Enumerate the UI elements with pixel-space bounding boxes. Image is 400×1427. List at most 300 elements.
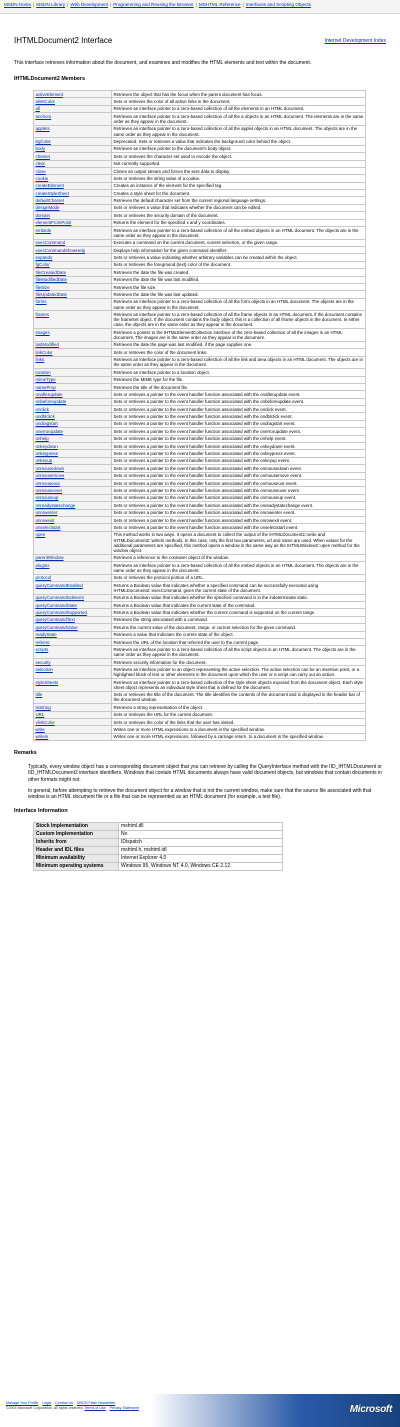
info-table [33, 822, 283, 871]
member-link[interactable]: expando [35, 255, 53, 261]
member-name-cell [34, 602, 112, 609]
table-row [34, 369, 366, 376]
member-link[interactable]: writeln [35, 734, 49, 740]
breadcrumb-link[interactable]: Programming and Reusing the Browser [113, 2, 194, 7]
table-row [34, 509, 366, 516]
member-description: Retrieves the file size. [112, 283, 366, 290]
member-description: Retrieves the URL of the location that referred the user to the current page. [112, 639, 366, 646]
info-key: Minimum availability [34, 855, 119, 863]
remarks-paragraph: In general, before attempting to retrieve the document object for a window that is not the current window, make sure that the source file associated with that window is an HTML document file or a file that can be represented as an HTML document (for example, a text file). [28, 787, 372, 800]
member-name-cell [34, 691, 112, 704]
member-link[interactable]: linkColor [35, 349, 53, 355]
member-link[interactable]: fgColor [35, 262, 50, 268]
table-row [34, 863, 283, 871]
table-row [34, 160, 366, 167]
member-link[interactable]: onrowexit [35, 517, 55, 523]
footer-link[interactable]: Contact Us [55, 1401, 73, 1405]
member-name-cell [34, 465, 112, 472]
table-row [34, 341, 366, 348]
info-value: Windows 95, Windows NT 4.0, Windows CE 2.12 [119, 863, 283, 871]
member-description: Retrieves an interface pointer to a zero-based collection of the style sheet objects exposed from the document object. Each style sheet object represents an individual style sheet that is defined for the document. [112, 679, 366, 692]
footer-link[interactable]: Manage Your Profile [6, 1401, 39, 1405]
info-value: Internet Explorer 4.0 [119, 855, 283, 863]
table-row [34, 616, 366, 623]
info-key: Inherits from [34, 839, 119, 847]
member-description: Sets or retrieves a pointer to the event handler function associated with the onkeydown event. [112, 443, 366, 450]
member-link[interactable]: onselectstart [35, 524, 61, 530]
member-description: Retrieves the date the file was created. [112, 269, 366, 276]
member-name-cell [34, 227, 112, 240]
member-name-cell [34, 391, 112, 398]
member-description: Sets or retrieves a pointer to the event handler function associated with the onmouseover event. [112, 487, 366, 494]
table-row [34, 516, 366, 523]
info-value: No [119, 831, 283, 839]
table-row [34, 554, 366, 561]
member-link[interactable]: queryCommandSupported [35, 610, 87, 616]
table-row [34, 531, 366, 554]
table-row [34, 465, 366, 472]
member-link[interactable]: scripts [35, 647, 49, 653]
member-description: Executes a command on the current document, current selection, or the given range. [112, 239, 366, 246]
remarks-heading: Remarks [14, 750, 37, 757]
footer-link[interactable]: Privacy Statement [109, 1406, 139, 1410]
footer-link[interactable]: MSDN Flash Newsletter [76, 1401, 116, 1405]
table-row [34, 105, 366, 112]
microsoft-logo: Microsoft [349, 1404, 392, 1415]
member-link[interactable]: links [35, 357, 45, 363]
member-name-cell [34, 594, 112, 601]
member-description: Sets or retrieves the protocol portion of a URL. [112, 574, 366, 581]
member-link[interactable]: ondblclick [35, 414, 55, 420]
member-link[interactable]: write [35, 726, 45, 732]
member-link[interactable]: defaultCharset [35, 198, 65, 204]
member-link[interactable]: images [35, 329, 50, 335]
page-header [0, 14, 400, 60]
member-name-cell [34, 125, 112, 138]
table-row [34, 182, 366, 189]
table-row [34, 839, 283, 847]
member-name-cell [34, 516, 112, 523]
member-link[interactable]: applets [35, 126, 50, 132]
table-row [34, 704, 366, 711]
table-row [34, 582, 366, 595]
table-row [34, 356, 366, 369]
table-row [34, 125, 366, 138]
member-name-cell [34, 204, 112, 211]
member-link[interactable]: onrowenter [35, 510, 58, 516]
member-name-cell [34, 420, 112, 427]
table-row [34, 823, 283, 831]
table-row [34, 494, 366, 501]
member-description: Retrieves the default character set from the current regional language settings. [112, 197, 366, 204]
member-name-cell [34, 105, 112, 112]
member-name-cell [34, 531, 112, 554]
member-link[interactable]: selection [35, 667, 53, 672]
member-link[interactable]: onmouseover [35, 487, 63, 493]
member-link[interactable]: vlinkColor [35, 719, 55, 725]
member-name-cell [34, 494, 112, 501]
member-description: Sets or retrieves the foreground (text) color of the document. [112, 261, 366, 268]
member-link[interactable]: body [35, 146, 46, 152]
table-row [34, 269, 366, 276]
member-description: Sets or retrieves a pointer to the event handler function associated with the onbeforeupdate event. [112, 398, 366, 405]
info-value: IDispatch [119, 839, 283, 847]
member-link[interactable]: URL [35, 712, 45, 718]
member-link[interactable]: createStyleSheet [35, 190, 69, 196]
member-name-cell [34, 219, 112, 226]
member-name-cell [34, 679, 112, 692]
table-row [34, 624, 366, 631]
member-name-cell [34, 413, 112, 420]
member-name-cell [34, 247, 112, 254]
member-name-cell [34, 509, 112, 516]
breadcrumb-link[interactable]: MSDN Library [36, 2, 66, 7]
member-description: Sets or retrieves a pointer to the event handler function associated with the onselectstart event. [112, 524, 366, 531]
member-name-cell [34, 609, 112, 616]
table-row [34, 98, 366, 105]
breadcrumb-link[interactable]: Web Development [70, 2, 109, 7]
member-description: Sets or retrieves a value that indicates whether the document can be edited. [112, 204, 366, 211]
table-row [34, 718, 366, 725]
member-link[interactable]: onbeforeupdate [35, 399, 67, 405]
member-description: Retrieves the title of the document file. [112, 383, 366, 390]
footer-links [0, 1394, 400, 1411]
member-description: Retrieves security information for the document. [112, 659, 366, 666]
member-name-cell [34, 190, 112, 197]
member-link[interactable]: parentWindow [35, 555, 64, 561]
member-link[interactable]: ondragstart [35, 421, 58, 427]
member-description: Sets or retrieves a pointer to the event handler function associated with the onmousedown event. [112, 465, 366, 472]
breadcrumb-separator: | [242, 2, 244, 7]
table-row [34, 219, 366, 226]
members-heading: IHTMLDocument2 Members [14, 76, 85, 82]
member-name-cell [34, 704, 112, 711]
table-row [34, 153, 366, 160]
info-value: mshtml.h, mshtml.idl [119, 847, 283, 855]
table-row [34, 349, 366, 356]
table-row [34, 659, 366, 666]
member-link[interactable]: alinkColor [35, 98, 56, 104]
member-link[interactable]: activeElement [35, 91, 64, 97]
member-description: Sets or retrieves a pointer to the event handler function associated with the onkeypress event. [112, 450, 366, 457]
member-description: Retrieves a string representation of the object. [112, 704, 366, 711]
member-name-cell [34, 383, 112, 390]
member-link[interactable]: all [35, 106, 40, 112]
member-description: Returns a Boolean value that indicates the current state of the command. [112, 602, 366, 609]
member-description: Sets or retrieves a pointer to the event handler function associated with the onafterupdate event. [112, 391, 366, 398]
table-row [34, 594, 366, 601]
member-link[interactable]: fileModifiedDate [35, 277, 67, 283]
table-row [34, 502, 366, 509]
member-description: Closes an output stream and forces the sent data to display. [112, 167, 366, 174]
member-description: Retrieves an interface pointer to a zero-based collection of all the elements in an HTML document. [112, 105, 366, 112]
member-link[interactable]: onmousedown [35, 465, 65, 471]
table-row [34, 435, 366, 442]
member-name-cell [34, 138, 112, 145]
member-link[interactable]: execCommandShowHelp [35, 247, 86, 253]
member-link[interactable]: bgColor [35, 138, 51, 144]
member-name-cell [34, 269, 112, 276]
table-row [34, 261, 366, 268]
member-name-cell [34, 562, 112, 575]
member-link[interactable]: queryCommandState [35, 602, 77, 608]
members-table [33, 90, 366, 741]
member-link[interactable]: clear [35, 161, 46, 167]
remarks-text [28, 764, 386, 800]
member-link[interactable]: elementFromPoint [35, 220, 72, 226]
table-row [34, 376, 366, 383]
member-link[interactable]: domain [35, 212, 50, 218]
member-name-cell [34, 450, 112, 457]
member-description: Retrieves an interface pointer to the document's body object. [112, 145, 366, 152]
table-row [34, 631, 366, 638]
member-link[interactable]: onmouseup [35, 495, 59, 501]
table-row [34, 283, 366, 290]
member-description: Sets or retrieves a pointer to the event handler function associated with the onclick event. [112, 406, 366, 413]
member-link[interactable]: onmousemove [35, 473, 65, 479]
table-row [34, 443, 366, 450]
breadcrumb-separator: | [33, 2, 35, 7]
member-description: Retrieves an interface pointer to a zero-based collection of all the link and area objects in an HTML document. The objects are in the same order as they appear in the document. [112, 356, 366, 369]
member-name-cell [34, 659, 112, 666]
member-description: Returns a Boolean value that indicates whether the current command is supported on the current range. [112, 609, 366, 616]
table-row [34, 602, 366, 609]
member-description: Retrieves the date the file was last updated. [112, 291, 366, 298]
breadcrumb-link[interactable]: Interfaces and Scripting Objects [245, 2, 311, 7]
footer-link[interactable]: Terms of Use [84, 1406, 106, 1410]
table-row [34, 679, 366, 692]
member-link[interactable]: createElement [35, 183, 64, 189]
member-name-cell [34, 639, 112, 646]
member-description: Retrieves the MIME type for the file. [112, 376, 366, 383]
footer-link[interactable]: Legal [42, 1401, 52, 1405]
info-heading: Interface Information [14, 808, 68, 815]
member-name-cell [34, 457, 112, 464]
member-link[interactable]: close [35, 168, 46, 174]
table-row [34, 855, 283, 863]
member-link[interactable]: onkeydown [35, 443, 58, 449]
member-link[interactable]: lastModified [35, 342, 59, 348]
member-link[interactable]: referrer [35, 639, 50, 645]
member-name-cell [34, 298, 112, 311]
member-link[interactable]: fileUpdatedDate [35, 291, 67, 297]
member-description: Sets or retrieves a pointer to the event handler function associated with the onmouseout event. [112, 479, 366, 486]
member-name-cell [34, 574, 112, 581]
table-row [34, 711, 366, 718]
member-name-cell [34, 145, 112, 152]
member-description: Returns a Boolean value that indicates whether a specified command can be successfully executed using IHTMLDocument2::execCommand, given the current state of the document. [112, 582, 366, 595]
table-row [34, 91, 366, 98]
table-row [34, 138, 366, 145]
table-row [34, 726, 366, 733]
member-name-cell [34, 239, 112, 246]
table-row [34, 524, 366, 531]
member-description: Retrieves the string associated with a command. [112, 616, 366, 623]
member-link[interactable]: onkeypress [35, 451, 58, 457]
member-description: Writes one or more HTML expressions to a document in the specified window. [112, 726, 366, 733]
breadcrumb-separator: | [110, 2, 112, 7]
member-name-cell [34, 212, 112, 219]
member-name-cell [34, 718, 112, 725]
member-description: Retrieves an interface pointer to a zero-based collection of all the a objects in an HTML document. The elements are in the same order as they appear in the document. [112, 113, 366, 126]
member-description: Writes one or more HTML expressions, followed by a carriage return, to a document in the specified window. [112, 733, 366, 740]
member-link[interactable]: fileCreatedDate [35, 269, 67, 275]
member-name-cell [34, 369, 112, 376]
member-link[interactable]: security [35, 659, 51, 665]
member-link[interactable]: plugins [35, 562, 50, 568]
table-row [34, 239, 366, 246]
member-name-cell [34, 167, 112, 174]
member-link[interactable]: location [35, 369, 51, 375]
table-row [34, 487, 366, 494]
member-description: Retrieves an interface pointer to a zero-based collection of all the embed objects in an HTML document. The objects are in the same order as they appear in the document. [112, 562, 366, 575]
member-description: Sets or retrieves a pointer to the event handler function associated with the onhelp event. [112, 435, 366, 442]
member-name-cell [34, 435, 112, 442]
member-link[interactable]: open [35, 532, 46, 538]
table-row [34, 276, 366, 283]
member-description: Retrieves an interface pointer to a zero-based collection of all the script objects in an HTML document. The objects are in the same order as they appear in the document. [112, 646, 366, 659]
member-link[interactable]: frames [35, 311, 49, 317]
member-link[interactable]: onclick [35, 406, 49, 412]
breadcrumb-separator: | [67, 2, 69, 7]
member-description: Sets or retrieves the title of the document. The title identifies the contents of the document and is displayed in the header bar of the document window. [112, 691, 366, 704]
member-name-cell [34, 182, 112, 189]
member-link[interactable]: onafterupdate [35, 391, 63, 397]
table-row [34, 291, 366, 298]
member-name-cell [34, 329, 112, 342]
member-name-cell [34, 291, 112, 298]
member-name-cell [34, 276, 112, 283]
member-description: Sets or retrieves a pointer to the event handler function associated with the onrowenter event. [112, 509, 366, 516]
member-link[interactable]: queryCommandEnabled [35, 582, 83, 588]
member-description: Sets or retrieves a pointer to the event handler function associated with the ondragstart event. [112, 420, 366, 427]
member-name-cell [34, 98, 112, 105]
index-link[interactable]: Internet Development Index [324, 38, 386, 44]
member-description: Sets or retrieves a value indicating whether arbitrary variables can be created within the object. [112, 254, 366, 261]
member-link[interactable]: fileSize [35, 284, 50, 290]
member-link[interactable]: onmouseout [35, 480, 60, 486]
member-name-cell [34, 428, 112, 435]
member-name-cell [34, 646, 112, 659]
copyright: ©2004 Microsoft Corporation. All rights reserved. [6, 1406, 84, 1410]
member-name-cell [34, 524, 112, 531]
table-row [34, 227, 366, 240]
member-name-cell [34, 398, 112, 405]
table-row [34, 413, 366, 420]
member-description: Returns a Boolean value that indicates whether the specified command is in the indeterminate state. [112, 594, 366, 601]
member-link[interactable]: title [35, 692, 43, 698]
member-link[interactable]: onreadystatechange [35, 502, 76, 508]
member-link[interactable]: toString [35, 704, 51, 710]
member-name-cell [34, 554, 112, 561]
member-description: Retrieves an interface pointer to a zero-based collection of all the form objects in an HTML document. The objects are in the same order as they appear in the document. [112, 298, 366, 311]
member-link[interactable]: readyState [35, 632, 57, 638]
member-link[interactable]: charset [35, 153, 50, 159]
member-description: Retrieves an interface pointer to an object representing the active selection. The active selection can be an insertion point, or a highlighted block of text or other elements in the document upon which the user or a script can carry out an action. [112, 666, 366, 679]
member-name-cell [34, 311, 112, 329]
member-description: Sets or retrieves a pointer to the event handler function associated with the onrowexit event. [112, 516, 366, 523]
member-description: Sets or retrieves the color of the document links. [112, 349, 366, 356]
member-link[interactable]: onhelp [35, 436, 49, 442]
member-description: Sets or retrieves the color of all active links in the document. [112, 98, 366, 105]
table-row [34, 428, 366, 435]
member-link[interactable]: protocol [35, 575, 52, 581]
member-description: Sets or retrieves a pointer to the event handler function associated with the onerrorupdate event. [112, 428, 366, 435]
table-row [34, 406, 366, 413]
table-row [34, 391, 366, 398]
member-link[interactable]: anchors [35, 113, 52, 119]
member-description: Sets or retrieves the URL for the current document. [112, 711, 366, 718]
member-name-cell [34, 479, 112, 486]
info-value: mshtml.dll [119, 823, 283, 831]
member-link[interactable]: queryCommandText [35, 617, 75, 623]
table-row [34, 329, 366, 342]
member-link[interactable]: queryCommandValue [35, 624, 78, 630]
member-description: Not currently supported. [112, 160, 366, 167]
member-name-cell [34, 487, 112, 494]
info-key: Header and IDL files [34, 847, 119, 855]
footer [0, 1394, 400, 1427]
member-name-cell [34, 616, 112, 623]
breadcrumb-link[interactable]: MSHTML Reference [198, 2, 241, 7]
member-link[interactable]: forms [35, 299, 47, 305]
member-description: Retrieves the date the page was last modified, if the page supplies one. [112, 341, 366, 348]
member-description: Retrieves a value that indicates the current state of the object. [112, 631, 366, 638]
member-link[interactable]: embeds [35, 227, 52, 233]
table-row [34, 247, 366, 254]
member-description: Retrieves the date the file was last modified. [112, 276, 366, 283]
breadcrumb-separator: | [195, 2, 197, 7]
table-row [34, 212, 366, 219]
member-link[interactable]: nameProp [35, 384, 56, 390]
member-link[interactable]: cookie [35, 175, 49, 181]
member-description: This method works in two ways. It opens a document to collect the output of the IHTMLDocument2::write and IHTMLDocument2::writeln methods. In this case, only the first two parameters, url and name are used. When values for the additional parameters are specified, this method opens a window in the same way as the IHTMLWindow2::open method for the window object. [112, 531, 366, 554]
member-link[interactable]: mimeType [35, 377, 56, 383]
info-key: Minimum operating systems [34, 863, 119, 871]
member-description: Sets or retrieves a pointer to the event handler function associated with the onmouseup event. [112, 494, 366, 501]
member-link[interactable]: styleSheets [35, 679, 59, 685]
member-description: Sets or retrieves a pointer to the event handler function associated with the onmousemove event. [112, 472, 366, 479]
member-link[interactable]: onkeyup [35, 458, 53, 464]
member-name-cell [34, 443, 112, 450]
breadcrumb-link[interactable]: MSDN Home [4, 2, 32, 7]
member-description: Retrieves an interface pointer to a location object. [112, 369, 366, 376]
table-row [34, 204, 366, 211]
table-row [34, 167, 366, 174]
table-row [34, 562, 366, 575]
member-name-cell [34, 283, 112, 290]
member-description: Retrieves an interface pointer to a zero-based collection of all the embed objects in an HTML document. The objects are in the same order as they appear in the document. [112, 227, 366, 240]
table-row [34, 691, 366, 704]
member-name-cell [34, 175, 112, 182]
table-row [34, 450, 366, 457]
table-row [34, 472, 366, 479]
table-row [34, 847, 283, 855]
member-link[interactable]: queryCommandIndeterm [35, 595, 85, 601]
member-name-cell [34, 631, 112, 638]
member-link[interactable]: onerrorupdate [35, 428, 64, 434]
member-name-cell [34, 582, 112, 595]
member-link[interactable]: designMode [35, 205, 60, 211]
member-link[interactable]: execCommand [35, 240, 66, 246]
table-row [34, 383, 366, 390]
member-description: Sets or retrieves a pointer to the event handler function associated with the ondblclick event. [112, 413, 366, 420]
table-row [34, 574, 366, 581]
member-name-cell [34, 376, 112, 383]
member-name-cell [34, 197, 112, 204]
page-title: IHTMLDocument2 Interface [14, 36, 113, 45]
table-row [34, 311, 366, 329]
